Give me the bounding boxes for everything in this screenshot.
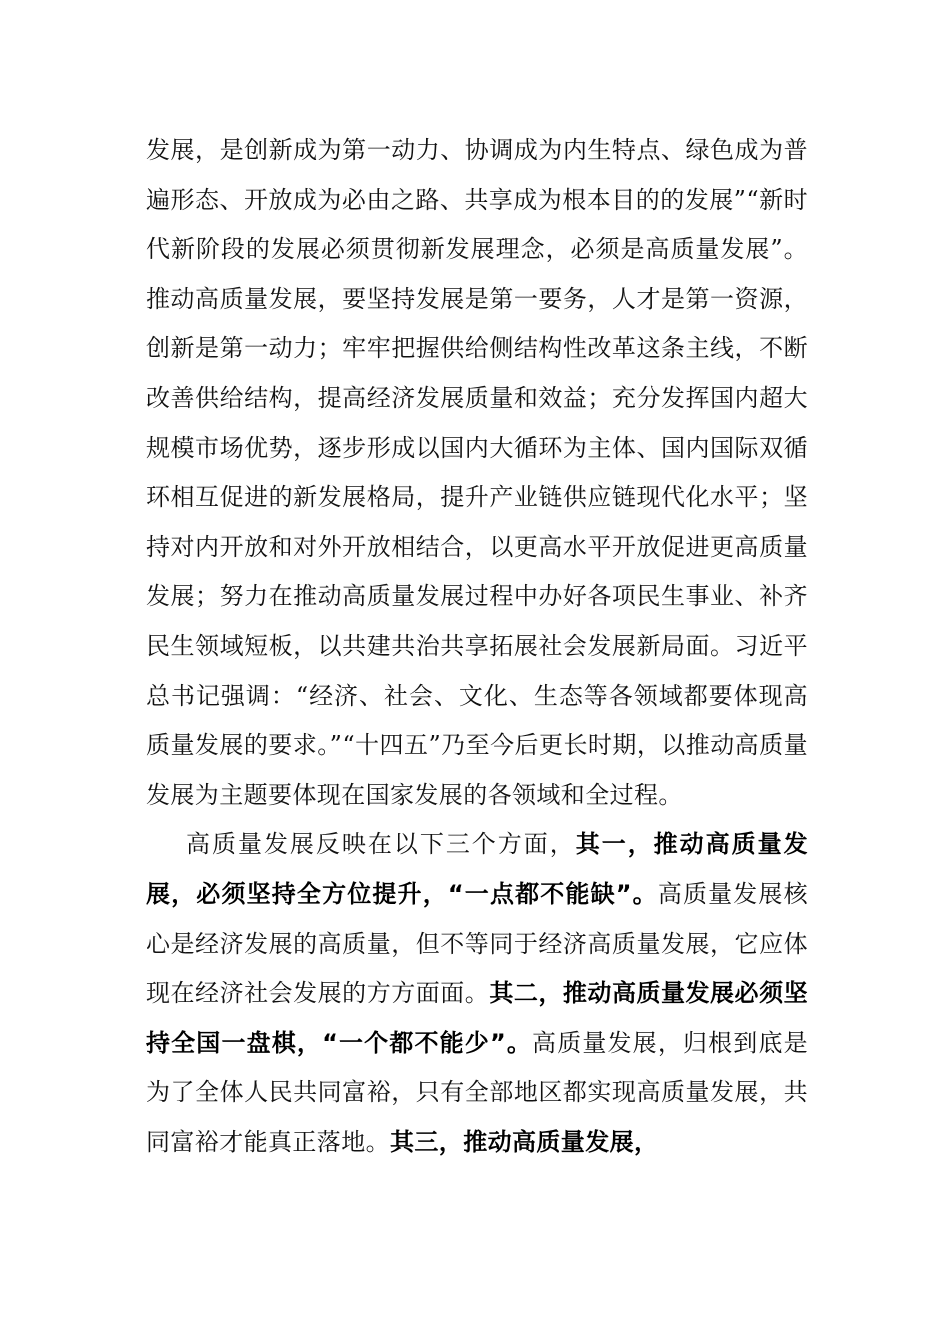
point-1-text: 高质量发展核心是经济发展的高质量，但不等同于经济高质量发展，它应体现在经济社会发展的方方面面。 [146,879,808,1008]
document-page [146,126,808,1167]
paragraph-2-intro: 高质量发展反映在以下三个方面， [186,830,576,859]
paragraph-1-text: 发展，是创新成为第一动力、协调成为内生特点、绿色成为普遍形态、开放成为必由之路、共享成为根本目的的发展”“新时代新阶段的发展必须贯彻新发展理念，必须是高质量发展”。推动高质量发展，要坚持发展是第一要务，人才是第一资源，创新是第一动力；牢牢把握供给侧结构性改革这条主线，不断改善供给结构，提高经济发展质量和效益；充分发挥国内超大规模市场优势，逐步形成以国内大循环为主体、国内国际双循环相互促进的新发展格局，提升产业链供应链现代化水平；坚持对内开放和对外开放相结合，以更高水平开放促进更高质量发展；努力在推动高质量发展过程中办好各项民生事业、补齐民生领域短板，以共建共治共享拓展社会发展新局面。习近平总书记强调：“经济、社会、文化、生态等各领域都要体现高质量发展的要求。”“十四五”乃至今后更长时期，以推动高质量发展为主题要体现在国家发展的各领域和全过程。 [146,136,808,809]
paragraph-new-development-concept [146,126,808,820]
paragraph-three-aspects [146,820,808,1167]
point-3-heading: 其三，推动高质量发展， [390,1127,659,1156]
point-1-heading: 其一，推动高质量发展，必须坚持全方位提升，“一点都不能缺”。 [146,830,808,908]
point-2-heading: 其二，推动高质量发展必须坚持全国一盘棋，“一个都不能少”。 [146,979,808,1057]
point-2-text: 高质量发展，归根到底是为了全体人民共同富裕，只有全部地区都实现高质量发展，共同富裕才能真正落地。 [146,1028,809,1156]
